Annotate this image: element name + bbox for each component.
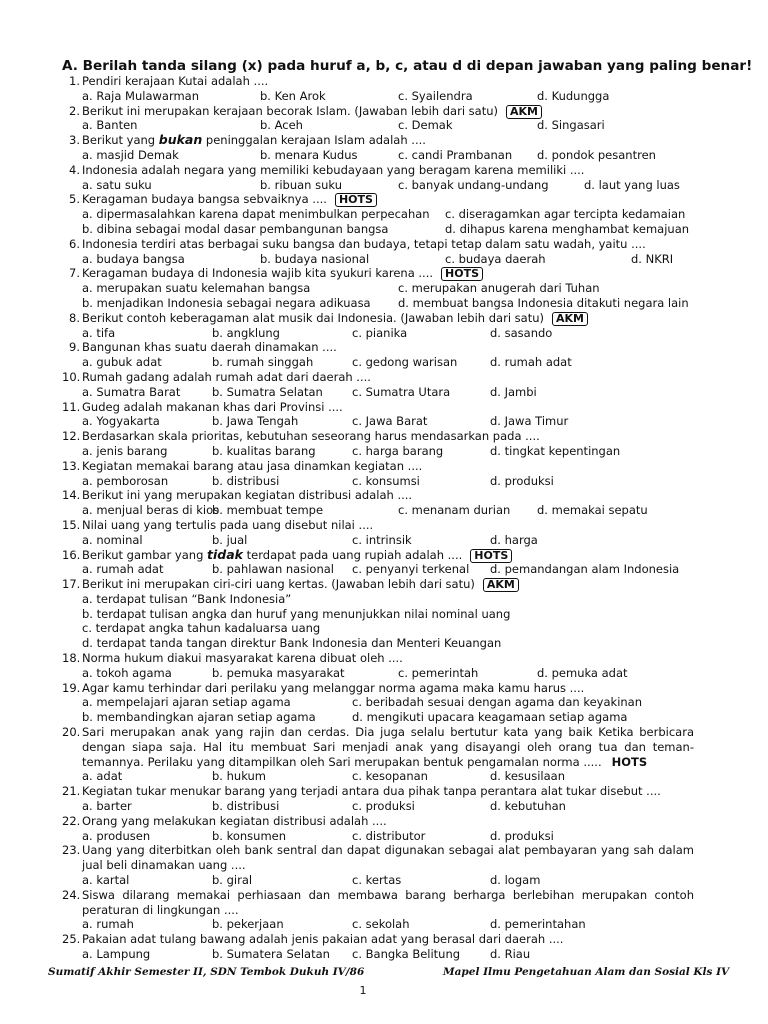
answer-option: b. menara Kudus: [260, 147, 358, 162]
answer-option: c. kertas: [352, 873, 402, 888]
answer-options-row: [0, 873, 768, 888]
question-text: Bangunan khas suatu daerah dinamakan ....: [82, 340, 337, 355]
answer-option: d. NKRI: [631, 251, 674, 266]
answer-option: d. Jawa Timur: [490, 414, 569, 429]
answer-option: a. barter: [82, 799, 132, 814]
question-text: Berdasarkan skala prioritas, kebutuhan seseorang harus mendasarkan pada ....: [82, 429, 540, 444]
answer-options-row: [0, 829, 768, 844]
question-number: 18.: [62, 651, 81, 666]
answer-option: d. harga: [490, 532, 538, 547]
question-line: [0, 932, 768, 947]
answer-option: c. kesopanan: [352, 769, 428, 784]
answer-option: d. Singasari: [537, 118, 605, 133]
question-text: dengan siapa saja. Hal itu membuat Sari menjadi anak yang disayangi oleh orang tua dan teman-: [82, 739, 694, 754]
question-line: [0, 488, 768, 503]
answer-option: c. produksi: [352, 799, 415, 814]
question-type-badge: HOTS: [470, 549, 512, 563]
answer-option: b. jual: [212, 532, 248, 547]
answer-option: c. konsumsi: [352, 473, 420, 488]
question-text: peraturan di lingkungan ....: [82, 902, 239, 917]
answer-option: a. Raja Mulawarman: [82, 88, 200, 103]
answer-option: b. Ken Arok: [260, 88, 326, 103]
answer-option: d. rumah adat: [490, 355, 572, 370]
answer-options-row: [0, 414, 768, 429]
question-line: [0, 843, 768, 858]
answer-options-row: [0, 474, 768, 489]
question-text: Keragaman budaya di Indonesia wajib kita syukuri karena .... HOTS: [82, 266, 483, 281]
answer-option: a. masjid Demak: [82, 147, 179, 162]
question-continuation: [0, 903, 768, 918]
answer-option: b. hukum: [212, 769, 266, 784]
question-number: 25.: [62, 932, 81, 947]
question-type-badge: HOTS: [335, 193, 377, 207]
question-type-badge: HOTS: [441, 267, 483, 281]
answer-option: b. budaya nasional: [260, 251, 370, 266]
question-line: [0, 681, 768, 696]
question-number: 19.: [62, 680, 81, 695]
answer-options-row: [0, 917, 768, 932]
answer-options-row: [0, 503, 768, 518]
answer-option: a. tifa: [82, 325, 116, 340]
question-number: 12.: [62, 429, 81, 444]
question-text: Rumah gadang adalah rumah adat dari daerah ....: [82, 369, 371, 384]
answer-option: c. harga barang: [352, 443, 444, 458]
question-text: Nilai uang yang tertulis pada uang disebut nilai ....: [82, 517, 374, 532]
question-number: 13.: [62, 458, 81, 473]
answer-option: c. Jawa Barat: [352, 414, 428, 429]
question-number: 4.: [69, 162, 80, 177]
question-text: Berikut gambar yang tidak terdapat pada uang rupiah adalah .... HOTS: [82, 548, 512, 563]
question-line: [0, 577, 768, 592]
answer-option: b. terdapat tulisan angka dan huruf yang menunjukkan nilai nominal uang: [82, 606, 511, 621]
question-continuation: [0, 858, 768, 873]
answer-option: d. membuat bangsa Indonesia ditakuti negara lain: [398, 295, 689, 310]
answer-option: d. produksi: [490, 473, 554, 488]
answer-option: c. pemerintah: [398, 665, 479, 680]
question-text: Berikut ini merupakan kerajaan becorak Islam. (Jawaban lebih dari satu) AKM: [82, 104, 542, 119]
answer-options-row: [0, 385, 768, 400]
answer-option: a. rumah adat: [82, 562, 164, 577]
answer-options-row: [0, 148, 768, 163]
answer-option: b. membandingkan ajaran setiap agama: [82, 710, 316, 725]
answer-option: a. rumah: [82, 917, 134, 932]
answer-option: d. memakai sepatu: [537, 503, 648, 518]
answer-option: a. satu suku: [82, 177, 152, 192]
answer-option: b. angklung: [212, 325, 280, 340]
answer-option: b. Jawa Tengah: [212, 414, 299, 429]
answer-option: b. kualitas barang: [212, 443, 316, 458]
answer-option: a. Lampung: [82, 947, 151, 962]
answer-option: d. logam: [490, 873, 541, 888]
answer-options-row: [0, 799, 768, 814]
answer-option: a. Sumatra Barat: [82, 384, 181, 399]
answer-option: c. Sumatra Utara: [352, 384, 451, 399]
question-text: Indonesia adalah negara yang memiliki kebudayaan yang beragam karena memiliki ....: [82, 162, 585, 177]
answer-option: d. laut yang luas: [584, 177, 680, 192]
answer-options-row: [0, 695, 768, 710]
answer-option: c. terdapat angka tahun kadaluarsa uang: [82, 621, 321, 636]
answer-option: d. dihapus karena menghambat kemajuan: [445, 221, 690, 236]
question-text: Berikut ini merupakan ciri-ciri uang kertas. (Jawaban lebih dari satu) AKM: [82, 577, 519, 592]
answer-option: a. mempelajari ajaran setiap agama: [82, 695, 291, 710]
question-text: temannya. Perilaku yang ditampilkan oleh Sari merupakan bentuk pengamalan norma ..... HOTS: [82, 754, 648, 769]
question-line: [0, 888, 768, 903]
answer-options-row: [0, 89, 768, 104]
answer-option: d. Kudungga: [537, 88, 610, 103]
question-type-badge: AKM: [552, 312, 588, 326]
question-text: Indonesia terdiri atas berbagai suku bangsa dan budaya, tetapi tetap dalam satu wadah, yaitu ....: [82, 236, 646, 251]
question-number: 11.: [62, 399, 81, 414]
question-number: 3.: [69, 133, 80, 148]
answer-options-row: [0, 533, 768, 548]
question-number: 17.: [62, 577, 81, 592]
answer-option: a. nominal: [82, 532, 143, 547]
question-line: [0, 104, 768, 119]
answer-option: a. budaya bangsa: [82, 251, 185, 266]
answer-option: d. Riau: [490, 947, 531, 962]
question-text: Sari merupakan anak yang rajin dan cerdas. Dia juga selalu bertutur kata yang baik Ketika berbicara: [82, 725, 694, 740]
question-number: 23.: [62, 843, 81, 858]
question-line: [0, 163, 768, 178]
answer-options-row: [0, 444, 768, 459]
question-number: 2.: [69, 103, 80, 118]
answer-option: c. banyak undang-undang: [398, 177, 549, 192]
question-text: Kegiatan memakai barang atau jasa dinamkan kegiatan ....: [82, 458, 423, 473]
question-line: [0, 725, 768, 740]
answer-option: c. Syailendra: [398, 88, 473, 103]
question-number: 9.: [69, 340, 80, 355]
question-text: Siswa dilarang memakai perhiasaan dan membawa barang berharga berlebihan merupakan contoh: [82, 887, 694, 902]
question-number: 6.: [69, 236, 80, 251]
answer-option: b. konsumen: [212, 828, 287, 843]
answer-option: d. pemerintahan: [490, 917, 586, 932]
question-line: [0, 651, 768, 666]
answer-option: a. Banten: [82, 118, 138, 133]
answer-option: c. candi Prambanan: [398, 147, 513, 162]
question-number: 21.: [62, 784, 81, 799]
question-text: jual beli dinamakan uang ....: [82, 858, 246, 873]
question-text: Orang yang melakukan kegiatan distribusi adalah ....: [82, 813, 387, 828]
question-line: [0, 311, 768, 326]
answer-option: b. ribuan suku: [260, 177, 342, 192]
answer-option: c. sekolah: [352, 917, 410, 932]
question-line: [0, 814, 768, 829]
answer-option: d. sasando: [490, 325, 553, 340]
answer-options-row: [0, 592, 768, 607]
question-text: Pakaian adat tulang bawang adalah jenis pakaian adat yang berasal dari daerah ....: [82, 932, 564, 947]
answer-option: b. Sumatera Selatan: [212, 947, 330, 962]
question-number: 1.: [69, 74, 80, 88]
question-text: Berikut yang bukan peninggalan kerajaan Islam adalah ....: [82, 132, 426, 148]
answer-option: a. gubuk adat: [82, 355, 162, 370]
answer-option: a. produsen: [82, 828, 151, 843]
question-number: 16.: [62, 547, 81, 562]
answer-option: a. menjual beras di kios: [82, 503, 220, 518]
answer-option: a. terdapat tulisan “Bank Indonesia”: [82, 591, 292, 606]
answer-option: c. gedong warisan: [352, 355, 458, 370]
question-number: 8.: [69, 310, 80, 325]
question-number: 10.: [62, 369, 81, 384]
question-continuation: [0, 740, 768, 755]
answer-options-row: [0, 207, 768, 222]
question-text: Norma hukum diakui masyarakat karena dibuat oleh ....: [82, 651, 403, 666]
question-number: 5.: [69, 192, 80, 207]
answer-option: c. Demak: [398, 118, 453, 133]
answer-option: d. Jambi: [490, 384, 537, 399]
answer-option: b. Aceh: [260, 118, 303, 133]
answer-options-row: [0, 296, 768, 311]
answer-options-row: [0, 769, 768, 784]
answer-option: c. budaya daerah: [445, 251, 546, 266]
question-line: [0, 548, 768, 563]
question-line: [0, 237, 768, 252]
answer-option: b. distribusi: [212, 473, 280, 488]
page-number: 1: [359, 984, 367, 997]
question-text: Berikut ini yang merupakan kegiatan distribusi adalah ....: [82, 488, 413, 503]
question-text: Gudeg adalah makanan khas dari Provinsi ....: [82, 399, 343, 414]
answer-option: c. pianika: [352, 325, 408, 340]
answer-option: b. pemuka masyarakat: [212, 665, 345, 680]
question-number: 7.: [69, 266, 80, 281]
answer-option: c. diseragamkan agar tercipta kedamaian: [445, 207, 686, 222]
question-number: 24.: [62, 887, 81, 902]
answer-option: d. pemandangan alam Indonesia: [490, 562, 680, 577]
question-type-badge: AKM: [483, 578, 519, 592]
question-continuation: [0, 755, 768, 770]
question-line: [0, 429, 768, 444]
answer-option: c. distributor: [352, 828, 426, 843]
answer-option: b. giral: [212, 873, 253, 888]
answer-options-row: [0, 666, 768, 681]
answer-option: c. beribadah sesuai dengan agama dan keyakinan: [352, 695, 643, 710]
answer-option: a. kartal: [82, 873, 130, 888]
answer-option: d. terdapat tanda tangan direktur Bank Indonesia dan Menteri Keuangan: [82, 636, 502, 651]
question-number: 14.: [62, 488, 81, 503]
answer-options-row: [0, 355, 768, 370]
answer-options-row: [0, 252, 768, 267]
answer-option: a. jenis barang: [82, 443, 168, 458]
answer-option: b. pekerjaan: [212, 917, 284, 932]
answer-option: a. merupakan suatu kelemahan bangsa: [82, 281, 311, 296]
question-line: [0, 784, 768, 799]
answer-option: b. pahlawan nasional: [212, 562, 334, 577]
question-text: Uang yang diterbitkan oleh bank sentral dan dapat digunakan sebagai alat pembayaran yang sah dalam: [82, 843, 694, 858]
answer-option: c. intrinsik: [352, 532, 412, 547]
answer-option: b. dibina sebagai modal dasar pembangunan bangsa: [82, 221, 389, 236]
answer-option: d. kebutuhan: [490, 799, 566, 814]
answer-option: d. mengikuti upacara keagamaan setiap agama: [352, 710, 628, 725]
answer-options-row: [0, 326, 768, 341]
answer-option: a. tokoh agama: [82, 665, 172, 680]
question-line: [0, 518, 768, 533]
footer-left: Sumatif Akhir Semester II, SDN Tembok Dukuh IV/86: [48, 966, 365, 978]
answer-option: b. rumah singgah: [212, 355, 314, 370]
answer-options-row: [0, 222, 768, 237]
question-text: Pendiri kerajaan Kutai adalah ....: [82, 74, 269, 88]
question-list: [0, 74, 768, 962]
answer-options-row: [0, 710, 768, 725]
answer-options-row: [0, 621, 768, 636]
answer-options-row: [0, 947, 768, 962]
question-line: [0, 370, 768, 385]
question-number: 22.: [62, 813, 81, 828]
answer-option: a. dipermasalahkan karena dapat menimbulkan perpecahan: [82, 207, 430, 222]
answer-option: c. merupakan anugerah dari Tuhan: [398, 281, 600, 296]
question-line: [0, 340, 768, 355]
answer-option: d. kesusilaan: [490, 769, 565, 784]
answer-option: b. membuat tempe: [212, 503, 324, 518]
emphasized-word: tidak: [207, 546, 243, 562]
answer-option: c. Bangka Belitung: [352, 947, 461, 962]
footer-right: Mapel Ilmu Pengetahuan Alam dan Sosial Kls IV: [443, 966, 730, 978]
question-text: Keragaman budaya bangsa sebvaiknya .... HOTS: [82, 192, 377, 207]
answer-option: b. distribusi: [212, 799, 280, 814]
answer-option: a. Yogyakarta: [82, 414, 160, 429]
answer-option: a. pemborosan: [82, 473, 169, 488]
answer-option: d. tingkat kepentingan: [490, 443, 621, 458]
answer-option: d. pemuka adat: [537, 665, 628, 680]
answer-options-row: [0, 607, 768, 622]
question-line: [0, 74, 768, 89]
answer-option: b. Sumatra Selatan: [212, 384, 323, 399]
question-number: 20.: [62, 725, 81, 740]
answer-option: d. produksi: [490, 828, 554, 843]
answer-option: b. menjadikan Indonesia sebagai negara adikuasa: [82, 295, 371, 310]
question-text: Agar kamu terhindar dari perilaku yang melanggar norma agama maka kamu harus ....: [82, 680, 585, 695]
answer-option: d. pondok pesantren: [537, 147, 656, 162]
question-number: 15.: [62, 517, 81, 532]
question-line: [0, 400, 768, 415]
question-line: [0, 192, 768, 207]
answer-option: c. penyanyi terkenal: [352, 562, 470, 577]
answer-option: c. menanam durian: [398, 503, 511, 518]
question-type-badge: AKM: [506, 105, 542, 119]
question-text: Kegiatan tukar menukar barang yang terjadi antara dua pihak tanpa perantara alat tukar disebut ....: [82, 784, 661, 799]
answer-options-row: [0, 636, 768, 651]
section-heading: A. Berilah tanda silang (x) pada huruf a, b, c, atau d di depan jawaban yang paling benar!: [62, 58, 753, 74]
answer-options-row: [0, 178, 768, 193]
question-line: [0, 266, 768, 281]
question-type-label: HOTS: [611, 754, 648, 769]
answer-options-row: [0, 118, 768, 133]
question-line: [0, 459, 768, 474]
question-line: [0, 133, 768, 148]
emphasized-word: bukan: [158, 132, 203, 148]
answer-options-row: [0, 562, 768, 577]
question-text: Berikut contoh keberagaman alat musik dai Indonesia. (Jawaban lebih dari satu) AKM: [82, 311, 588, 326]
answer-options-row: [0, 281, 768, 296]
answer-option: a. adat: [82, 769, 123, 784]
